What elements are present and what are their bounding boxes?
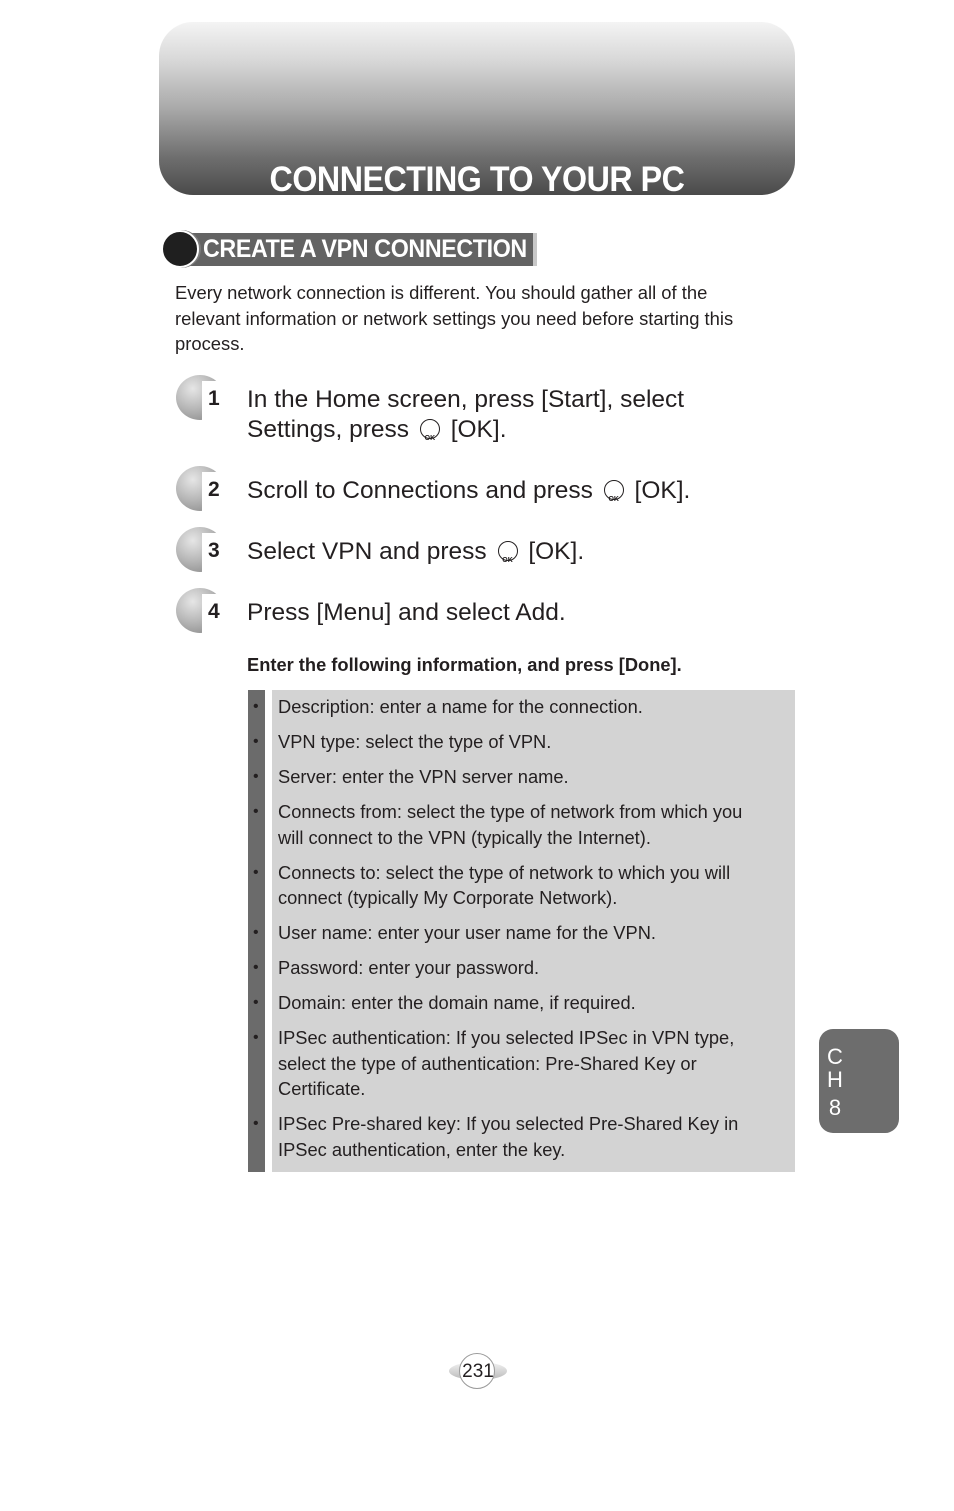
step-number: 4 [208, 600, 220, 623]
step-line: Settings, press OK [OK]. [247, 415, 507, 443]
step-line: In the Home screen, press [Start], select [247, 386, 685, 413]
chapter-tab [819, 1029, 899, 1133]
section-bullet-icon [161, 230, 199, 268]
list-item: • Connects to: select the type of network to which you will connect (typically My Corporate Network). [253, 861, 731, 908]
step-text: Scroll to Connections and press OK [OK]. [247, 477, 691, 504]
chapter-letter: C [827, 1044, 843, 1069]
step-number-badge [176, 375, 230, 420]
page-number: 231 [462, 1361, 494, 1382]
list-item: • Description: enter a name for the connection. [253, 696, 643, 717]
list-item: • IPSec authentication: If you selected IPSec in VPN type, select the type of authentication: Pre-Shared Key or Certificate. [253, 1027, 735, 1099]
chapter-letter: H [827, 1067, 843, 1092]
ok-key-icon: OK [420, 419, 440, 439]
step-number: 2 [208, 478, 220, 501]
intro-line: process. [175, 333, 245, 354]
list-item: • IPSec Pre-shared key: If you selected Pre-Shared Key in IPSec authentication, enter the key. [253, 1113, 739, 1160]
step-text: Select VPN and press OK [OK]. [247, 538, 585, 565]
list-item: • Connects from: select the type of network from which you will connect to the VPN (typically the Internet). [253, 801, 743, 848]
intro-line: Every network connection is different. You should gather all of the [175, 282, 708, 303]
list-item: • Server: enter the VPN server name. [253, 766, 569, 787]
step-text: Press [Menu] and select Add. [247, 599, 566, 626]
section-title: CREATE A VPN CONNECTION [203, 235, 527, 263]
intro-paragraph [175, 280, 785, 357]
section-heading [161, 230, 537, 266]
step-number-badge [176, 588, 230, 633]
step-text [247, 385, 767, 444]
page-number-badge [448, 1353, 508, 1389]
info-box [248, 690, 795, 1172]
ok-key-icon: OK [604, 480, 624, 500]
list-item: • Password: enter your password. [253, 957, 540, 978]
list-item: • VPN type: select the type of VPN. [253, 731, 552, 752]
step-number: 1 [208, 387, 220, 410]
field-list [248, 694, 795, 1172]
step-number-badge [176, 527, 230, 572]
chapter-number: 8 [828, 1095, 842, 1120]
list-item: • Domain: enter the domain name, if required. [253, 992, 636, 1013]
step-number: 3 [208, 539, 220, 562]
ok-key-icon: OK [498, 541, 518, 561]
chapter-header [159, 22, 795, 199]
list-item: • User name: enter your user name for the VPN. [253, 922, 656, 943]
step-number-badge [176, 466, 230, 511]
page-title: CONNECTING TO YOUR PC [269, 160, 685, 199]
intro-line: relevant information or network settings you need before starting this [175, 307, 734, 329]
subheading: Enter the following information, and press [Done]. [247, 654, 682, 675]
